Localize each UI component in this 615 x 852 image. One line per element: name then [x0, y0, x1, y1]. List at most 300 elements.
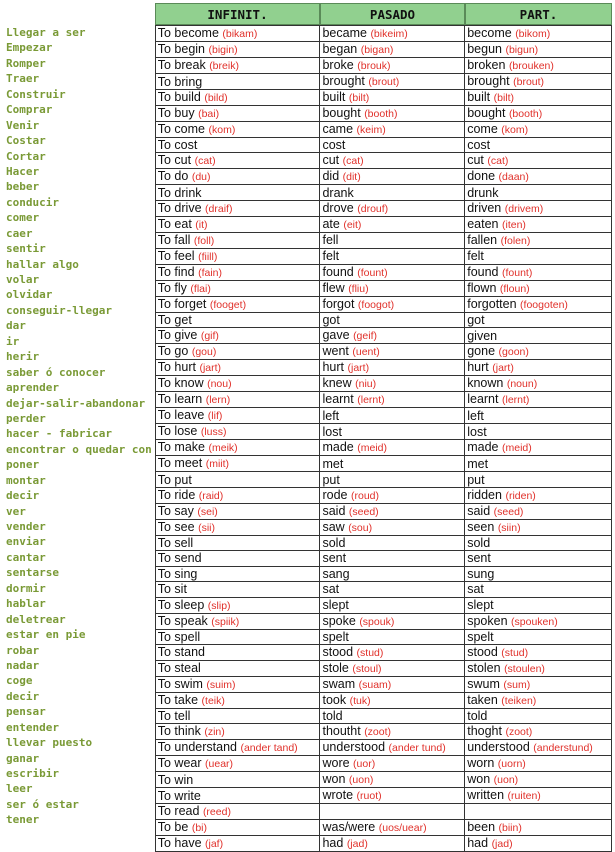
inf-cell	[155, 26, 320, 42]
inf-cell	[155, 692, 320, 708]
pas-word: bought	[322, 106, 361, 120]
pas-cell	[320, 248, 465, 264]
part-cell	[465, 440, 612, 456]
spanish-meaning: pensar	[6, 705, 46, 719]
table-row	[155, 456, 611, 472]
pas-word: found	[322, 264, 354, 279]
spanish-meaning: llevar puesto	[6, 736, 93, 750]
inf-cell	[155, 328, 320, 344]
part-word: found	[467, 264, 499, 279]
spanish-meaning: ganar	[6, 751, 40, 765]
inf-word: To fly	[157, 280, 187, 295]
part-word: worn	[467, 756, 495, 771]
inf-word: To break	[157, 58, 206, 72]
inf-cell	[155, 58, 320, 74]
pas-cell	[320, 153, 465, 169]
inf-cell	[155, 566, 320, 581]
spanish-meaning: olvidar	[6, 288, 53, 302]
part-cell	[465, 392, 612, 408]
spanish-meaning: enviar	[6, 535, 46, 549]
inf-word: To wear	[157, 756, 202, 771]
inf-cell	[155, 804, 320, 820]
pas-cell	[320, 185, 465, 200]
inf-pronunciation: (spiik)	[211, 615, 240, 628]
table-row	[155, 58, 611, 74]
part-pronunciation: (meid)	[501, 442, 532, 455]
part-cell	[465, 42, 612, 58]
part-cell	[465, 629, 612, 644]
pas-pronunciation: (sou)	[348, 521, 373, 534]
table-row	[155, 26, 611, 42]
pas-word: sang	[322, 566, 350, 581]
part-pronunciation: (noun)	[506, 378, 538, 391]
pas-cell	[320, 122, 465, 138]
spanish-meaning: dar	[6, 319, 26, 333]
pas-word: forgot	[322, 296, 355, 311]
table-row	[155, 676, 611, 692]
table-row	[155, 312, 611, 327]
inf-cell	[155, 836, 320, 852]
part-word: known	[467, 376, 504, 391]
part-cell	[465, 200, 612, 216]
part-word: understood	[467, 740, 530, 755]
pas-cell	[320, 280, 465, 296]
part-word: made	[467, 440, 499, 455]
part-cell	[465, 312, 612, 327]
pas-cell	[320, 535, 465, 550]
spanish-meaning: hallar algo	[6, 257, 79, 271]
inf-pronunciation: (foll)	[193, 234, 215, 247]
spanish-meaning: sentarse	[6, 566, 59, 580]
spanish-meaning: aprender	[6, 381, 59, 395]
pas-word: put	[322, 472, 340, 487]
inf-cell	[155, 551, 320, 566]
inf-cell	[155, 660, 320, 676]
inf-word: To win	[157, 772, 194, 787]
part-cell	[465, 740, 612, 756]
inf-cell	[155, 153, 320, 169]
part-word: won	[467, 772, 491, 787]
part-cell	[465, 456, 612, 472]
inf-cell	[155, 487, 320, 503]
part-word: taken	[467, 692, 498, 707]
part-word: got	[467, 313, 485, 328]
inf-word: To drink	[157, 185, 202, 200]
part-cell	[465, 503, 612, 519]
inf-word: To learn	[157, 392, 203, 407]
pas-pronunciation: (keim)	[356, 124, 386, 136]
table-row	[155, 42, 611, 58]
inf-pronunciation: (bikam)	[222, 28, 258, 40]
pas-cell	[320, 472, 465, 487]
part-word: sent	[467, 551, 491, 566]
table-row	[155, 138, 611, 153]
spanish-meaning: Llegar a ser	[6, 26, 86, 39]
table-row	[155, 408, 611, 424]
pas-pronunciation: (lernt)	[357, 394, 385, 407]
pas-cell	[320, 344, 465, 360]
inf-pronunciation: (lern)	[205, 394, 231, 407]
pas-pronunciation: (stud)	[356, 646, 384, 659]
inf-cell	[155, 740, 320, 756]
pas-word: left	[322, 408, 340, 423]
pas-word: broke	[322, 58, 354, 72]
part-word: had	[467, 836, 489, 851]
pas-cell	[320, 26, 465, 42]
part-word: sold	[467, 535, 491, 550]
pas-word: felt	[322, 249, 340, 264]
spanish-meaning: ser ó estar	[6, 797, 79, 811]
pas-pronunciation: (foogot)	[357, 298, 395, 311]
spanish-meaning: Romper	[6, 56, 46, 70]
part-cell	[465, 644, 612, 660]
inf-word: To see	[157, 519, 195, 534]
pas-pronunciation: (brouk)	[357, 60, 391, 72]
inf-cell	[155, 644, 320, 660]
table-row	[155, 296, 611, 312]
pas-word: gave	[322, 328, 350, 343]
pas-pronunciation: (stoul)	[352, 662, 382, 675]
part-cell	[465, 106, 612, 122]
pas-pronunciation: (uor)	[353, 758, 376, 771]
spanish-meaning: ver	[6, 504, 26, 518]
pas-cell	[320, 613, 465, 629]
pas-cell	[320, 408, 465, 424]
part-cell	[465, 264, 612, 280]
part-word: fallen	[467, 232, 498, 247]
inf-pronunciation: (kom)	[208, 124, 236, 136]
inf-word: To sing	[157, 566, 198, 581]
part-cell	[465, 820, 612, 836]
pas-cell	[320, 566, 465, 581]
inf-word: To steal	[157, 661, 201, 676]
inf-word: To find	[157, 264, 195, 279]
part-word: brought	[467, 74, 510, 88]
pas-cell	[320, 836, 465, 852]
pas-word: sent	[322, 551, 347, 566]
pas-word: made	[322, 440, 354, 455]
pas-word: was/were	[322, 820, 376, 835]
inf-word: To hurt	[157, 360, 196, 375]
table-row	[155, 804, 611, 820]
part-word: driven	[467, 200, 502, 215]
pas-pronunciation: (dit)	[342, 171, 361, 184]
table-row	[155, 424, 611, 440]
inf-word: To lose	[157, 424, 198, 439]
pas-cell	[320, 629, 465, 644]
table-row	[155, 535, 611, 550]
part-cell	[465, 344, 612, 360]
inf-pronunciation: (cat)	[194, 155, 216, 168]
pas-pronunciation: (tuk)	[349, 694, 371, 707]
inf-cell	[155, 376, 320, 392]
spanish-meaning: dejar-salir-abandonar	[6, 396, 146, 410]
part-word: flown	[467, 280, 497, 295]
pas-cell	[320, 597, 465, 613]
inf-word: To go	[157, 344, 189, 359]
part-word: lost	[467, 424, 487, 439]
inf-cell	[155, 472, 320, 487]
spanish-meaning: montar	[6, 473, 46, 487]
part-cell	[465, 185, 612, 200]
pas-pronunciation: (meid)	[357, 442, 387, 455]
table-row	[155, 487, 611, 503]
pas-pronunciation: (zoot)	[364, 726, 392, 739]
spanish-meaning: cantar	[6, 550, 46, 564]
part-pronunciation: (zoot)	[505, 726, 533, 739]
inf-pronunciation: (nou)	[207, 378, 232, 391]
table-row	[155, 232, 611, 248]
table-row	[155, 836, 611, 852]
inf-cell	[155, 42, 320, 58]
inf-word: To ride	[157, 487, 196, 502]
pas-word: saw	[322, 519, 345, 534]
table-row	[155, 644, 611, 660]
pas-word: came	[322, 122, 354, 136]
part-word: swum	[467, 676, 500, 691]
pas-word: built	[322, 90, 346, 104]
table-row	[155, 90, 611, 106]
inf-word: To drive	[157, 200, 202, 215]
part-pronunciation: (jart)	[492, 362, 514, 375]
part-cell	[465, 692, 612, 708]
inf-word: To think	[157, 724, 201, 739]
inf-pronunciation: (suim)	[206, 678, 236, 691]
part-cell	[465, 472, 612, 487]
part-pronunciation: (lernt)	[501, 394, 530, 407]
pas-pronunciation: (bigan)	[360, 44, 394, 56]
pas-cell	[320, 216, 465, 232]
inf-word: To bring	[157, 74, 203, 89]
part-word: sung	[467, 566, 495, 581]
part-word: drunk	[467, 185, 499, 200]
pas-cell	[320, 296, 465, 312]
pas-cell	[320, 582, 465, 597]
pas-pronunciation: (fount)	[357, 266, 388, 279]
table-row	[155, 440, 611, 456]
part-pronunciation: (ruiten)	[507, 790, 541, 803]
inf-cell	[155, 392, 320, 408]
inf-pronunciation: (lif)	[207, 410, 223, 423]
inf-pronunciation: (miit)	[205, 458, 230, 471]
part-pronunciation: (kom)	[501, 124, 529, 136]
part-cell	[465, 582, 612, 597]
part-word: thoght	[467, 724, 502, 739]
table-row	[155, 613, 611, 629]
pas-word: understood	[322, 740, 386, 755]
pas-cell	[320, 772, 465, 788]
pas-cell	[320, 644, 465, 660]
pas-word: slept	[322, 598, 349, 612]
part-pronunciation: (jad)	[491, 838, 513, 851]
pas-pronunciation: (fliu)	[348, 282, 369, 295]
part-cell	[465, 296, 612, 312]
pas-cell	[320, 424, 465, 440]
pas-word: cost	[322, 138, 346, 153]
inf-cell	[155, 820, 320, 836]
inf-pronunciation: (zin)	[204, 726, 225, 739]
pas-pronunciation: (roud)	[350, 489, 379, 502]
pas-cell	[320, 456, 465, 472]
table-row	[155, 740, 611, 756]
part-cell	[465, 138, 612, 153]
pas-word: fell	[322, 233, 339, 248]
pas-pronunciation: (jart)	[347, 362, 370, 375]
inf-word: To speak	[157, 613, 208, 628]
pas-cell	[320, 551, 465, 566]
pas-word: ate	[322, 216, 340, 231]
pas-pronunciation: (eit)	[343, 218, 362, 231]
pas-cell	[320, 692, 465, 708]
inf-word: To make	[157, 440, 205, 455]
pas-cell	[320, 90, 465, 106]
inf-word: To read	[157, 804, 200, 819]
table-row	[155, 74, 611, 90]
pas-pronunciation: (brout)	[368, 76, 400, 88]
part-pronunciation: (uorn)	[497, 758, 526, 771]
part-pronunciation: (booth)	[508, 108, 543, 120]
pas-pronunciation: (seed)	[348, 505, 379, 518]
part-pronunciation: (folen)	[500, 234, 531, 247]
inf-pronunciation: (raid)	[198, 489, 224, 502]
inf-pronunciation: (meik)	[208, 442, 238, 455]
pas-cell	[320, 660, 465, 676]
part-cell	[465, 408, 612, 424]
part-cell	[465, 566, 612, 581]
part-word: left	[467, 408, 484, 423]
part-cell	[465, 90, 612, 106]
pas-word: got	[322, 313, 340, 328]
inf-cell	[155, 232, 320, 248]
pas-pronunciation: (jad)	[346, 838, 368, 851]
inf-cell	[155, 296, 320, 312]
part-pronunciation: (daan)	[498, 171, 529, 184]
inf-cell	[155, 788, 320, 804]
inf-pronunciation: (flai)	[190, 282, 211, 295]
inf-cell	[155, 582, 320, 597]
inf-word: To sleep	[157, 597, 205, 612]
spanish-meaning: beber	[6, 180, 40, 194]
table-row	[155, 756, 611, 772]
inf-pronunciation: (ander tand)	[240, 742, 298, 755]
inf-cell	[155, 613, 320, 629]
pas-cell	[320, 376, 465, 392]
spanish-meaning: tener	[6, 813, 40, 827]
pas-cell	[320, 440, 465, 456]
inf-word: To be	[157, 820, 189, 835]
inf-word: To cut	[157, 153, 192, 168]
pas-pronunciation: (uos/uear)	[378, 822, 427, 835]
inf-cell	[155, 772, 320, 788]
inf-word: To spell	[157, 629, 201, 644]
inf-word: To get	[157, 313, 192, 328]
verb-table-document	[3, 3, 612, 851]
spanish-meaning: escribir	[6, 767, 59, 780]
pas-word: spoke	[322, 613, 356, 628]
table-row	[155, 708, 611, 723]
table-row	[155, 344, 611, 360]
part-cell	[465, 804, 612, 820]
inf-pronunciation: (gou)	[191, 346, 217, 359]
table-header-row	[3, 3, 612, 25]
pas-word: took	[322, 692, 347, 707]
part-cell	[465, 360, 612, 376]
table-row	[155, 551, 611, 566]
part-cell	[465, 487, 612, 503]
pas-cell	[320, 392, 465, 408]
spanish-meaning: saber ó conocer	[6, 365, 106, 379]
part-pronunciation: (cat)	[487, 155, 509, 168]
table-row	[155, 328, 611, 344]
inf-pronunciation: (draif)	[205, 202, 233, 215]
inf-word: To feel	[157, 248, 195, 263]
pas-word: hurt	[322, 360, 345, 375]
header-past: PASADO	[320, 3, 465, 25]
table-row	[155, 503, 611, 519]
part-pronunciation: (seed)	[493, 505, 524, 518]
inf-word: To take	[157, 692, 199, 707]
inf-cell	[155, 724, 320, 740]
part-pronunciation: (sum)	[503, 678, 531, 691]
inf-word: To cost	[157, 138, 198, 153]
inf-cell	[155, 185, 320, 200]
part-word: stood	[467, 644, 498, 659]
pas-cell	[320, 676, 465, 692]
pas-cell	[320, 264, 465, 280]
table-row	[155, 264, 611, 280]
pas-cell	[320, 487, 465, 503]
pas-pronunciation: (bikeim)	[370, 28, 408, 40]
part-cell	[465, 58, 612, 74]
part-word: become	[467, 26, 512, 40]
inf-cell	[155, 440, 320, 456]
pas-word: flew	[322, 280, 345, 295]
part-cell	[465, 280, 612, 296]
part-pronunciation: (fount)	[501, 266, 533, 279]
part-cell	[465, 169, 612, 185]
part-pronunciation: (foogoten)	[520, 298, 568, 311]
part-cell	[465, 660, 612, 676]
spanish-meaning: caer	[6, 226, 33, 240]
inf-word: To do	[157, 169, 189, 184]
spanish-meaning-column	[3, 25, 155, 852]
inf-cell	[155, 264, 320, 280]
inf-word: To know	[157, 376, 204, 391]
inf-word: To swim	[157, 676, 203, 691]
inf-word: To say	[157, 503, 194, 518]
table-row	[155, 216, 611, 232]
spanish-meaning: entender	[6, 720, 59, 734]
spanish-meaning: Hacer	[6, 164, 40, 178]
part-cell	[465, 122, 612, 138]
part-pronunciation: (spouken)	[511, 615, 558, 628]
table-row	[155, 629, 611, 644]
spanish-meaning: nadar	[6, 658, 40, 672]
pas-pronunciation: (niu)	[355, 378, 377, 391]
pas-pronunciation: (ander tund)	[388, 742, 446, 755]
inf-word: To begin	[157, 42, 206, 56]
inf-cell	[155, 74, 320, 90]
part-word: met	[467, 456, 489, 471]
part-cell	[465, 216, 612, 232]
part-cell	[465, 597, 612, 613]
pas-word: spelt	[322, 629, 349, 644]
part-cell	[465, 232, 612, 248]
inf-cell	[155, 519, 320, 535]
pas-cell	[320, 74, 465, 90]
spanish-meaning: estar en pie	[6, 628, 86, 642]
pas-word: told	[322, 709, 343, 724]
